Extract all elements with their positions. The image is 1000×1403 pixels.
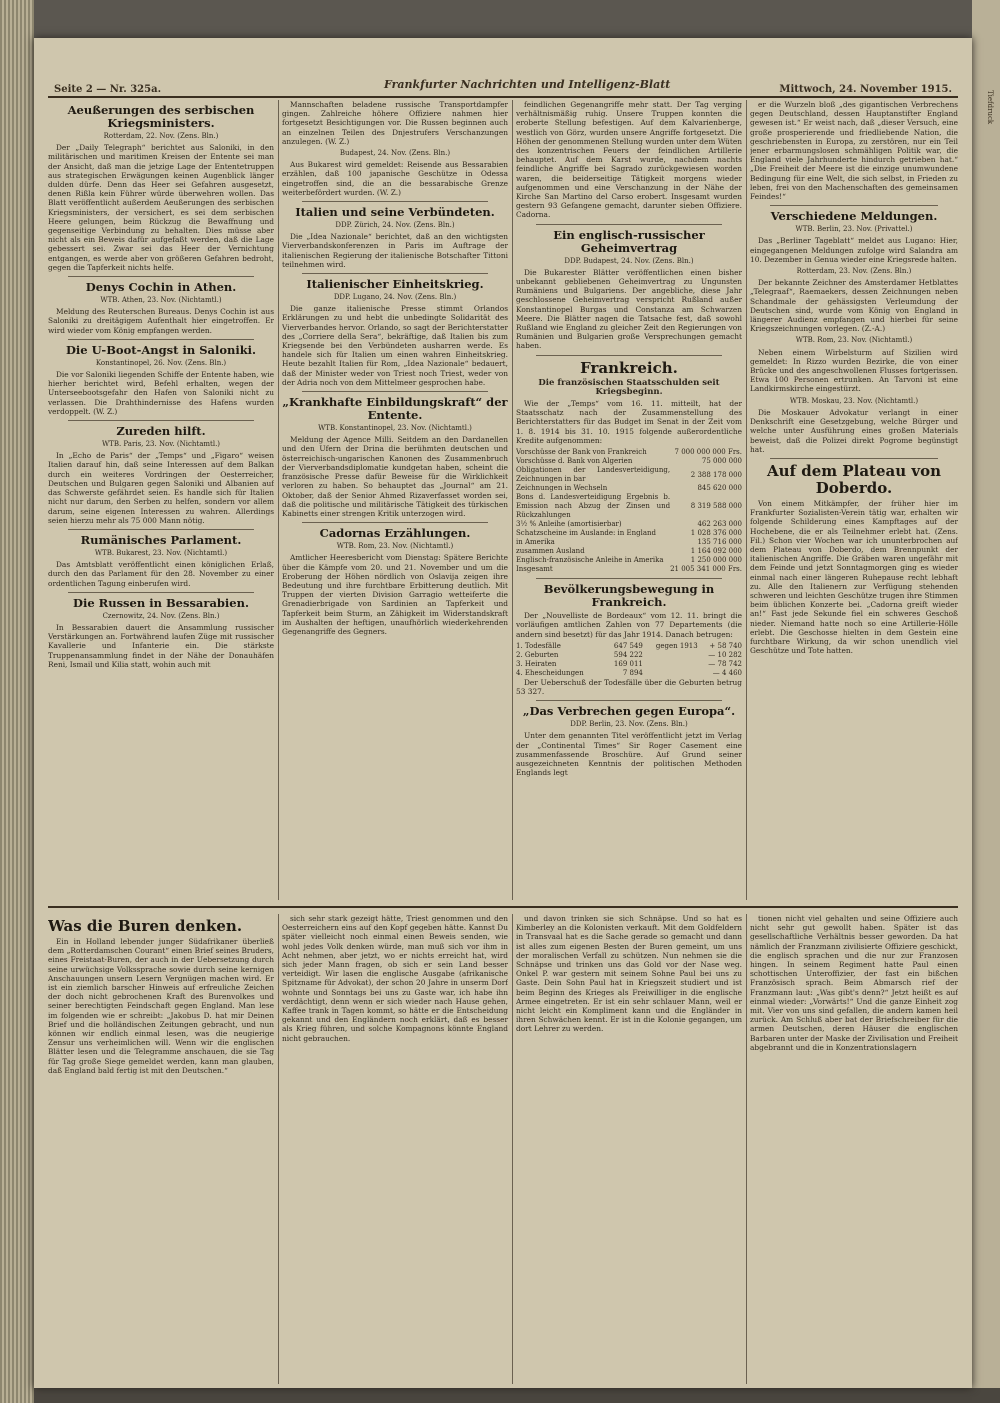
header-rule [48, 96, 958, 98]
page-number: Seite 2 — Nr. 325a. [54, 84, 162, 95]
population-row [516, 660, 742, 669]
article-body: sich sehr stark gezeigt hätte, Triest genommen und den Oesterreichern eins auf den Kopf gegeben hätte. Kannst Du später vielleicht noch einmal einen Beweis senden, wie wohl jedes Volk denken würde, man muß sich vor ihm in Acht nehmen, aber jetzt, wo er nichts erreicht hat, wird sich jeder Mann fragen, ob sich er sein Land besser verteidigt. Wir lasen die englische Ausgabe (afrikanische Spitzname für Advokat), der schon 20 Jahre in unserm Dorf wohnte und Sonntags bei uns zu Gaste war, ich habe ihn verdächtigt, denn wenn er sich wieder nach Hause gehen, Kaffee trank in Tagen kommt, so hätte er die Entscheidung gekannt und den Engländern noch erklärt, daß es besser als Krieg führen, und solche Kompagnons könnte England nicht gebrauchen. [282, 914, 508, 1043]
debt-row [516, 547, 742, 556]
article-body: Die „Idea Nazionale“ berichtet, daß an den wichtigsten Vierverbandskonferenzen in Paris im Auftrage der italienischen Regierung der italienische Botschafter Tittoni teilnehmen wird. [282, 232, 508, 269]
debt-label: Schatzscheine im Auslande: in England [516, 529, 657, 538]
article-body: Meldung der Agence Milli. Seitdem an den Dardanellen und den Ufern der Drina die berühmten deutschen und österreichisch-ungarischen Kanonen des Zusammenbruch der Vierverbandsdiplomatie kundgetan haben, scheint die französische Presse dafür Beweise für die Wirklichkeit verloren zu haben. So behauptet das „Journal“ am 21. Oktober, daß der Senior Ahmed Rizaverfasset worden sei, daß die politische und militärische Tätigkeit des türkischen Kabinetts einer strengen Kritik unterzogen wird. [282, 435, 508, 518]
debt-table [516, 448, 742, 574]
divider [68, 276, 254, 277]
debt-label: Zeichnungen in Wechseln [516, 484, 608, 493]
bottom-background [34, 1388, 1000, 1403]
population-cell-label: 4. Ehescheidungen [516, 668, 584, 677]
column-3 [516, 100, 742, 900]
article-title: Bevölkerungsbewegung in Frankreich. [543, 582, 715, 610]
article-title: Die U-Boot-Angst in Saloniki. [65, 342, 257, 357]
article-body: Der „Nouvelliste de Bordeaux“ vom 12. 11. bringt die vorläufigen amtlichen Zahlen von 77 Departements (die andern sind besetzt) für das Jahr 1914. Danach betrugen: [516, 611, 742, 639]
article-title: Zureden hilft. [116, 424, 206, 439]
debt-value: 1 164 092 000 [690, 547, 742, 556]
dateline: WTB. Bukarest, 23. Nov. (Nichtamtl.) [94, 548, 228, 557]
dateline: Czernowitz, 24. Nov. (Zens. Bln.) [102, 611, 220, 620]
article-body: Neben einem Wirbelsturm auf Sizilien wird gemeldet: In Rizzo wurden Bezirke, die von einer Brücke und des angeschwollenen Flusses fortgerissen. Etwa 100 Personen ertrunken. An Tarvoni ist eine Landkirmskirche eingestürzt. [750, 347, 958, 394]
divider [770, 205, 938, 206]
newspaper-stack-edge [0, 0, 34, 1403]
article-title: Auf dem Plateau von Doberdo. [767, 461, 941, 497]
debt-label: Englisch-französische Anleihe in Amerika [516, 556, 664, 565]
divider [68, 420, 254, 421]
population-cell-v1913 [643, 660, 698, 669]
divider [302, 201, 488, 202]
population-row [516, 642, 742, 651]
population-cell-label: 3. Heiraten [516, 659, 557, 668]
dateline: WTB. Rom, 23. Nov. (Nichtamtl.) [336, 542, 454, 551]
column-4 [750, 100, 958, 900]
debt-row [516, 457, 742, 466]
article-body: Das „Berliner Tageblatt“ meldet aus Lugano: Hier, eingegangenen Meldungen zufolge wird Salandra am 10. Dezember in Genua wieder eine Kriegsrede halten. [750, 236, 958, 264]
article-body: Ein in Holland lebender junger Südafrikaner überließ dem „Rotterdamschen Courant“ einen Brief seines Bruders, eines Freistaat-Buren, der auch in der Uebersetzung durch seine urwüchsige Volkssprache sowie durch seine kernigen Anschauungen unsern Lesern Vergnügen machen wird. Er ist ein ziemlich barscher Hinweis auf erfreuliche Zeichen der doch nicht gebrochenen Kraft des Burenvolkes und seiner berechtigten Feindschaft gegen England. Man lese im folgenden wie er schreibt: „Jakobus D. hat mir Deinen Brief und die holländischen Zeitungen gebracht, und nun können wir endlich einmal lesen, was die neugierige Zensur uns verheimlichen will. Wenn wir die englischen Blätter lesen und die Telegramme anschauen, die sie Tag für Tag große Siege gemeldet werden, kann man glauben, daß England bald fertig ist mit den Deutschen.“ [48, 937, 274, 1075]
bottom-column-4 [750, 914, 958, 1384]
article-title: Rumänisches Parlament. [80, 532, 242, 547]
dateline: WTB. Paris, 23. Nov. (Nichtamtl.) [101, 440, 221, 449]
article-title: Italienischer Einheitskrieg. [306, 277, 484, 292]
debt-label: Vorschüsse d. Bank von Algerien [516, 457, 633, 466]
debt-row [516, 565, 742, 574]
dateline: WTB. Moskau, 23. Nov. (Nichtamtl.) [789, 396, 919, 405]
article-body: tionen nicht viel gehalten und seine Offiziere auch nicht sehr gut gewollt haben. Später ist das gesellschaftliche Verhältnis besser geworden. Da hat nämlich der Franzmann zivilisierte Offiziere geschickt, die englisch sprachen und die nur zur Franzosen hingen. In seinem Regiment hatte Paul einen schottischen Unteroffizier, der fast ein bißchen Französisch sprach. Beim Abmarsch rief der Franzmann laut: „Was gibt's denn?“ Jetzt heißt es auf einmal wieder: „Vorwärts!“ Und die ganze Einheit zog mit. Vier von uns sind gefallen, die andern kamen heil zurück. Am Schluß aber bat der Briefschreiber für die armen Deutschen, deren Häuser die englischen Barbaren unter der Maske der Zivilisation und Freiheit abgebrannt und die in Konzentrationslagern [750, 914, 958, 1052]
article-title: „Das Verbrechen gegen Europa“. [522, 704, 736, 719]
divider [536, 578, 722, 579]
issue-date: Mittwoch, 24. November 1915. [779, 84, 952, 95]
dateline: DDP. Berlin, 23. Nov. (Zens. Bln.) [570, 720, 688, 729]
debt-value: 845 620 000 [697, 484, 742, 493]
article-body: In „Echo de Paris“ der „Temps“ und „Figaro“ weisen Italien darauf hin, daß seine Interessen auf dem Balkan durch ein weiteres Vordringen der Oesterreicher, Deutschen und Bulgaren gegen Saloniki und Albanien auf das Schwerste gefährdet seien. Es handle sich für Italien nicht nur darum, den Serben zu helfen, sondern vor allem darum, seine eigenen Interessen zu wahren. Allerdings seien hierzu mehr als 75 000 Mann nötig. [48, 451, 274, 525]
article-body: Das Amtsblatt veröffentlicht einen königlichen Erlaß, durch den das Parlament für den 28. November zu einer ordentlichen Tagung einberufen wird. [48, 560, 274, 588]
divider [536, 355, 722, 356]
debt-row [516, 493, 742, 520]
column-rule [278, 914, 279, 1384]
bottom-column-3 [516, 914, 742, 1384]
divider [302, 273, 488, 274]
population-cell-label: 2. Geburten [516, 650, 559, 659]
divider [68, 339, 254, 340]
margin-note: Tiefdruck [986, 90, 994, 125]
population-cell-v1914: 169 011 [613, 659, 643, 668]
debt-label: Obligationen der Landesverteidigung, Zeichnungen in bar [516, 466, 671, 484]
debt-value: 8 319 588 000 [690, 502, 742, 511]
article-title: Verschiedene Meldungen. [770, 209, 938, 224]
population-row [516, 651, 742, 660]
population-cell-v1914: 594 222 [613, 650, 643, 659]
article-body: und davon trinken sie sich Schnäpse. Und so hat es Kimberley an die Kolonisten verkauft. Mit dem Goldfeldern in Transvaal hat es die Sache gerade so gemacht und dann ist alles zum eigenen Besten der Buren gemeint, um uns der moralischen Verfall zu schützen. Nun nehmen sie die Schnäpse und trinken uns das Gold vor der Nase weg. Onkel P. war gestern mit seinem Sohne Paul bei uns zu Gaste. Dein Sohn Paul hat in Kriegszeit studiert und ist beim Beginn des Krieges als Freiwilliger in die englische Armee eingetreten. Er ist ein sehr schlauer Mann, weil er nicht leicht ein Kompliment kann und die Engländer in ihren Schwächen kennt. Er ist in die Kolonie gegangen, um dort Lehrer zu werden. [516, 914, 742, 1034]
column-rule [746, 914, 747, 1384]
article-body: Von einem Mitkämpfer, der früher hier im Frankfurter Sozialisten-Verein tätig war, erhalten wir folgende Schilderung eines Kampftages auf der Hochebene, die er als Teilnehmer erlebt hat. (Zens. Fil.) Schon vier Wochen war ich ununterbrochen auf dem Plateau von Doberdo, dem Brennpunkt der italienischen Angriffe. Die Gräben waren ungefähr mit dem Feinde und jetzt Sonntagmorgen ging es wieder einmal nach einer längeren Ruhepause recht lebhaft zu. Alle den Italienern zur Verfügung stehenden schweren und leichten Geschütze trugen ihre Stimmen beim üblichen Konzerte bei. „Cadorna greift wieder an!“ Fast jede Sekunde fiel ein schweres Geschoß nieder. Niemand hatte noch so eine Artillerie-Hölle erlebt. Die Geschosse hielten in dem Gestein eine furchtbare Wirkung, da wir schon unendlich viel Geschütze und Tote hatten. [750, 498, 958, 656]
article-body: In Bessarabien dauert die Ansammlung russischer Verstärkungen an. Fortwährend laufen Züge mit russischer Kavallerie und Infanterie ein. Die stärkste Truppenansammlung findet in der Nähe der Donauhäfen Reni, Ismail und Kilia statt, wohin auch mit [48, 622, 274, 669]
population-cell-v1914: 7 894 [622, 668, 643, 677]
debt-value: 1 250 000 000 [690, 556, 742, 565]
population-cell-diff: — 4 460 [712, 668, 742, 677]
dateline: Konstantinopel, 26. Nov. (Zens. Bln.) [95, 358, 227, 367]
debt-value: 462 263 000 [697, 520, 742, 529]
article-body: Meldung des Reuterschen Bureaus. Denys Cochin ist aus Saloniki zu dreitägigem Aufenthalt hier eingetroffen. Er wird wieder vom König empfangen werden. [48, 307, 274, 335]
column-rule [512, 100, 513, 900]
article-title: Denys Cochin in Athen. [85, 280, 237, 295]
column-rule [512, 914, 513, 1384]
debt-value: 21 005 341 000 Frs. [670, 565, 742, 574]
dateline: Rotterdam, 23. Nov. (Zens. Bln.) [796, 267, 912, 276]
article-title: Italien und seine Verbündeten. [295, 205, 495, 220]
article-body: Aus Bukarest wird gemeldet: Reisende aus Bessarabien erzählen, daß 100 japanische Geschütze in Odessa eingetroffen sind, die an die bessarabische Grenze weiterbefördert wurden. (W. Z.) [282, 160, 508, 197]
debt-value: 135 716 000 [697, 538, 742, 547]
article-body: Der „Daily Telegraph“ berichtet aus Saloniki, in den militärischen und maritimen Kreisen der Entente sei man der Ansicht, daß man die jetzige Lage der Ententetruppen aus strategischen Erwägungen keinen Augenblick länger dulden dürfe. Denn das Heer sei Gefahren ausgesetzt, denen Rißla kein Führer würde überwehren wollen. Das Blatt veröffentlicht außerdem Aeußerungen des serbischen Kriegsministers, der versichert, es sei dem serbischen Heere gelungen, beim Rückzug die Bewaffnung und gegenseitige Verbindung zu behalten. Dies müsse aber nicht als ein Beweis dafür aufgefaßt werden, daß die Lage gebessert sei. Zwar sei das Heer der Vernichtung entgangen, es werde aber von größeren Gefahren bedroht, gegen die Tapferkeit nichts helfe. [48, 143, 274, 272]
masthead: Frankfurter Nachrichten und Intelligenz-Blatt [384, 78, 671, 91]
bottom-column-1 [48, 914, 274, 1384]
debt-value: 75 000 000 [701, 457, 742, 466]
debt-label: Vorschüsse der Bank von Frankreich [516, 448, 647, 457]
article-body: Die Moskauer Advokatur verlangt in einer Denkschrift eine Gesetzgebung, welche Bürger und welche unter Ausführung eines großen Materials beweist, daß die Polizei direkt Pogrome begünstigt hat. [750, 407, 958, 454]
bottom-column-2 [282, 914, 508, 1384]
divider [536, 224, 722, 225]
divider [770, 458, 938, 459]
article-title: „Krankhafte Einbildungskraft“ der Entente. [282, 395, 508, 423]
divider [302, 522, 488, 523]
dateline: WTB. Berlin, 23. Nov. (Privattel.) [795, 225, 913, 234]
debt-row [516, 556, 742, 565]
article-body: feindlichen Gegenangriffe mehr statt. Der Tag verging verhältnismäßig ruhig. Unsere Truppen konnten die eroberte Stellung befestigen. Auf dem Kalvarienberge, westlich von Görz, wurden unsere Angriffe fortgesetzt. Die Höhen der genommenen Stellung wurden unter dem Wüten des konzentrischen Feuers der feindlichen Artillerie behauptet. Auf dem Karst wurde, nachdem nachts feindliche Angriffe bei Sagrado zurückgewiesen worden waren, die beiderseitige Tätigkeit morgens wieder aufgenommen und eine Verschanzung in der Nähe der Kirche San Martino del Carso erobert. Insgesamt wurden gestern 93 Gefangene gemacht, darunter sieben Offiziere. Cadorna. [516, 100, 742, 220]
debt-label: 3½ % Anleihe (amortisierbar) [516, 520, 622, 529]
debt-row [516, 538, 742, 547]
dateline: Rotterdam, 22. Nov. (Zens. Bln.) [103, 132, 219, 140]
dateline: WTB. Konstantinopel, 23. Nov. (Nichtamtl.) [318, 424, 472, 433]
debt-value: 2 388 178 000 [690, 470, 742, 479]
dateline: WTB. Athen, 23. Nov. (Nichtamtl.) [100, 296, 222, 305]
section-title: Frankreich. [580, 358, 678, 377]
column-2 [282, 100, 508, 900]
article-body: Amtlicher Heeresbericht vom Dienstag: Spätere Berichte über die Kämpfe vom 20. und 21. November und um die Eroberung der Höhen nördlich von Oslavija zeigen ihre Bedeutung und ihre furchtbare Erbitterung deutlich. Mit Truppen der vierten Division Garragio wetteiferte die Grenadierbrigade von Sardinien an Tapferkeit und Tapferkeit beim Sturm, an Zähigkeit im Widerstandskraft im Aushalten der heftigen, unaufhörlich wiederkehrenden Gegenangriffe des Gegners. [282, 553, 508, 636]
dateline: WTB. Rom, 23. Nov. (Nichtamtl.) [795, 336, 913, 345]
debt-row [516, 466, 742, 484]
dateline: DDP. Zürich, 24. Nov. (Zens. Bln.) [335, 221, 455, 230]
debt-row [516, 448, 742, 457]
population-cell-v1913: gegen 1913 [655, 641, 698, 650]
dateline: Budapest, 24. Nov. (Zens. Bln.) [339, 149, 451, 158]
section-rule [48, 906, 958, 908]
column-1 [48, 100, 274, 900]
debt-label: Bons d. Landesverteidigung Ergebnis b. Emission nach Abzug der Zinsen und Rückzahlungen [516, 493, 671, 520]
debt-label: in Amerika [516, 538, 555, 547]
article-body: Mannschaften beladene russische Transportdampfer gingen. Zahlreiche höhere Offiziere nahmen hier fortgesetzt Besichtigungen vor. Die Russen beginnen auch an einzelnen Teilen des Dnjestrufers Verschanzungen anzulegen. (W. Z.) [282, 100, 508, 146]
right-background [972, 0, 1000, 1403]
column-rule [746, 100, 747, 900]
debt-row [516, 484, 742, 493]
column-rule [278, 100, 279, 900]
population-cell-diff: — 10 282 [708, 650, 742, 659]
article-body: Die Bukarester Blätter veröffentlichen einen bisher unbekannt gebliebenen Geheimvertrag zu Ungunsten Rumäniens und Bulgariens. Der angebliche, diese Jahr geschlossene Geheimvertrag verspricht Rußland außer Konstantinopel Burgas und Constanza am Schwarzen Meere. Die Blätter nagen die Tatsache fest, daß sowohl Rußland wie England zu gleicher Zeit den Regierungen von Rumänien und Bulgarien große Versprechungen gemacht haben. [516, 267, 742, 351]
debt-value: 7 000 000 000 Frs. [674, 448, 742, 457]
newspaper-page [34, 38, 972, 1388]
article-title: Cadornas Erzählungen. [319, 526, 471, 541]
divider [302, 391, 488, 392]
article-body: Die ganze italienische Presse stimmt Orlandos Erklärungen zu und hebt die unbedingte Solidarität des Vierverbandes hervor. Orlando, so sagt der Berichterstatter des „Corriere della Sera“, bekräftige, daß Italien bis zum Kriegsende bei den Verbündeten ausharren werde. Es handele sich für Italien um einen wahren Einheitskrieg. Heute bezahlt Italien für Rom, „Idea Nazionale“ bedauert, daß der Minister weder von Triest noch Triest, weder von der Adria noch von dem Mittelmeer gesprochen habe. [282, 304, 508, 387]
article-title: Die Russen in Bessarabien. [73, 595, 249, 610]
population-cell-v1913 [643, 669, 698, 678]
article-body: Der Ueberschuß der Todesfälle über die Geburten betrug 53 327. [516, 677, 742, 696]
divider [68, 529, 254, 530]
article-subtitle: Die französischen Staatsschulden seit Kriegsbeginn. [538, 377, 720, 397]
debt-label: zusammen Ausland [516, 547, 585, 556]
population-cell-label: 1. Todesfälle [516, 641, 561, 650]
population-cell-diff: — 78 742 [708, 659, 742, 668]
dateline: DDP. Budapest, 24. Nov. (Zens. Bln.) [564, 256, 694, 265]
population-cell-diff: + 58 740 [709, 641, 742, 650]
debt-row [516, 520, 742, 529]
divider [536, 700, 722, 701]
debt-label: Insgesamt [516, 565, 553, 574]
article-title: Aeußerungen des serbischen Kriegsministers. [67, 103, 255, 130]
feuilleton-title: Was die Buren denken. [48, 917, 243, 935]
debt-row [516, 529, 742, 538]
dateline: DDP. Lugano, 24. Nov. (Zens. Bln.) [333, 293, 457, 302]
article-body: Die vor Saloniki liegenden Schiffe der Entente haben, wie hierher berichtet wird, Befehl erhalten, wegen der Unterseebootsgefahr den Hafen von Saloniki nicht zu verlassen. Die Drahthindernisse des Hafens wurden verdoppelt. (W. Z.) [48, 370, 274, 416]
article-body: Wie der „Temps“ vom 16. 11. mitteilt, hat der Staatsschatz nach der Zusammenstellung des Berichterstatters für das Budget im Senat in der Zeit vom 1. 8. 1914 bis 31. 10. 1915 folgende außerordentliche Kredite aufgenommen: [516, 399, 742, 445]
population-row [516, 669, 742, 678]
population-cell-v1913 [643, 651, 698, 660]
article-body: er die Wurzeln bloß „des gigantischen Verbrechens gegen Deutschland, dessen Hauptanstifter England gewesen ist.“ Er weist nach, daß „dieser Versuch, eine große prosperierende und friedliebende Nation, die geschriebensten in Europa, zu zerstören, nur ein Teil jener erbarmungslosen schmähligen Politik war, die England viele Jahrhunderte hindurch getrieben hat.“ „Die Freiheit der Meere ist die einzige unumwundene Bedingung für eine Welt, die sich selbst, in Frieden zu leben, frei von den Machenschaften des gemeinsamen Feindes!“ [750, 100, 958, 202]
article-body: Der bekannte Zeichner des Amsterdamer Hetblattes „Telegraaf“, Raemaekers, dessen Zeichnungen neben Schandmale der gehässigsten Verleumdung der Deutschen sind, wurde vom König von England in längerer Audienz empfangen und hierbei für seine Kriegszeichnungen vorlegen. (Z.-A.) [750, 278, 958, 334]
article-body: Unter dem genannten Titel veröffentlicht jetzt im Verlag der „Continental Times“ Sir Roger Casement eine zusammenfassende Broschüre. Auf Grund seiner ausgezeichneten Kenntnis der politischen Methoden Englands legt [516, 731, 742, 778]
debt-value: 1 028 376 000 [690, 529, 742, 538]
population-cell-v1914: 647 549 [613, 641, 643, 650]
page-header [34, 38, 972, 96]
article-title: Ein englisch-russischer Geheimvertrag [553, 227, 705, 255]
divider [68, 592, 254, 593]
population-table [516, 642, 742, 678]
